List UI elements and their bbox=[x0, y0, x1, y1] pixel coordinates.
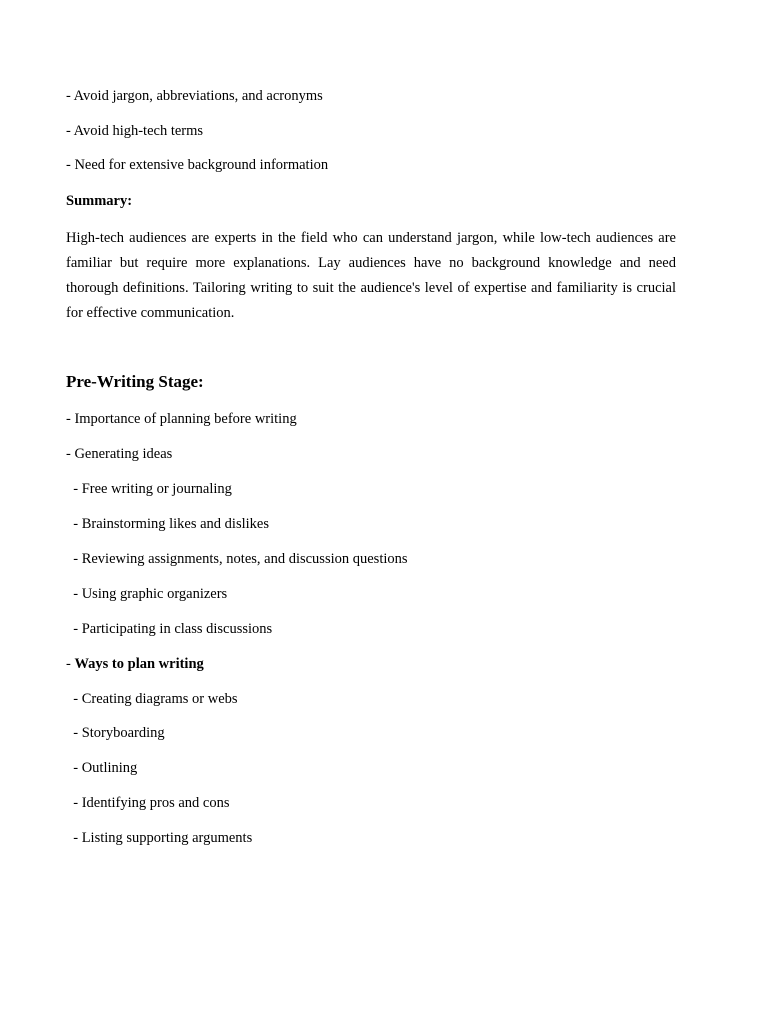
list-item-pros-cons: - Identifying pros and cons bbox=[66, 795, 230, 811]
list-item-brainstorming: - Brainstorming likes and dislikes bbox=[66, 516, 269, 532]
list-item-graphic-organizers: - Using graphic organizers bbox=[66, 586, 228, 602]
list-item-background-info: - Need for extensive background information bbox=[66, 157, 329, 173]
list-item-outlining: - Outlining bbox=[66, 760, 138, 776]
ways-label: Ways to plan writing bbox=[74, 656, 204, 672]
ways-prefix: - bbox=[66, 656, 75, 672]
list-item-ways-to-plan bbox=[66, 655, 204, 673]
summary-heading: Summary: bbox=[66, 193, 133, 209]
list-item-free-writing: - Free writing or journaling bbox=[66, 481, 232, 497]
list-item-avoid-jargon: - Avoid jargon, abbreviations, and acronyms bbox=[66, 88, 323, 104]
list-item-importance: - Importance of planning before writing bbox=[66, 411, 297, 427]
summary-paragraph: High-tech audiences are experts in the field who can understand jargon, while low-tech audiences are familiar but require more explanations. Lay audiences have no background knowledge and need thorough definitions. Tailoring writing to suit the audience's level of expertise and familiarity is crucial for effective communication. bbox=[66, 230, 676, 321]
prewriting-heading: Pre-Writing Stage: bbox=[66, 372, 204, 391]
list-item-reviewing: - Reviewing assignments, notes, and discussion questions bbox=[66, 551, 408, 567]
list-item-diagrams: - Creating diagrams or webs bbox=[66, 691, 238, 707]
list-item-storyboarding: - Storyboarding bbox=[66, 725, 165, 741]
list-item-supporting-arguments: - Listing supporting arguments bbox=[66, 830, 253, 846]
list-item-avoid-high-tech: - Avoid high-tech terms bbox=[66, 123, 204, 139]
list-item-class-discussions: - Participating in class discussions bbox=[66, 621, 273, 637]
list-item-generating-ideas: - Generating ideas bbox=[66, 446, 173, 462]
